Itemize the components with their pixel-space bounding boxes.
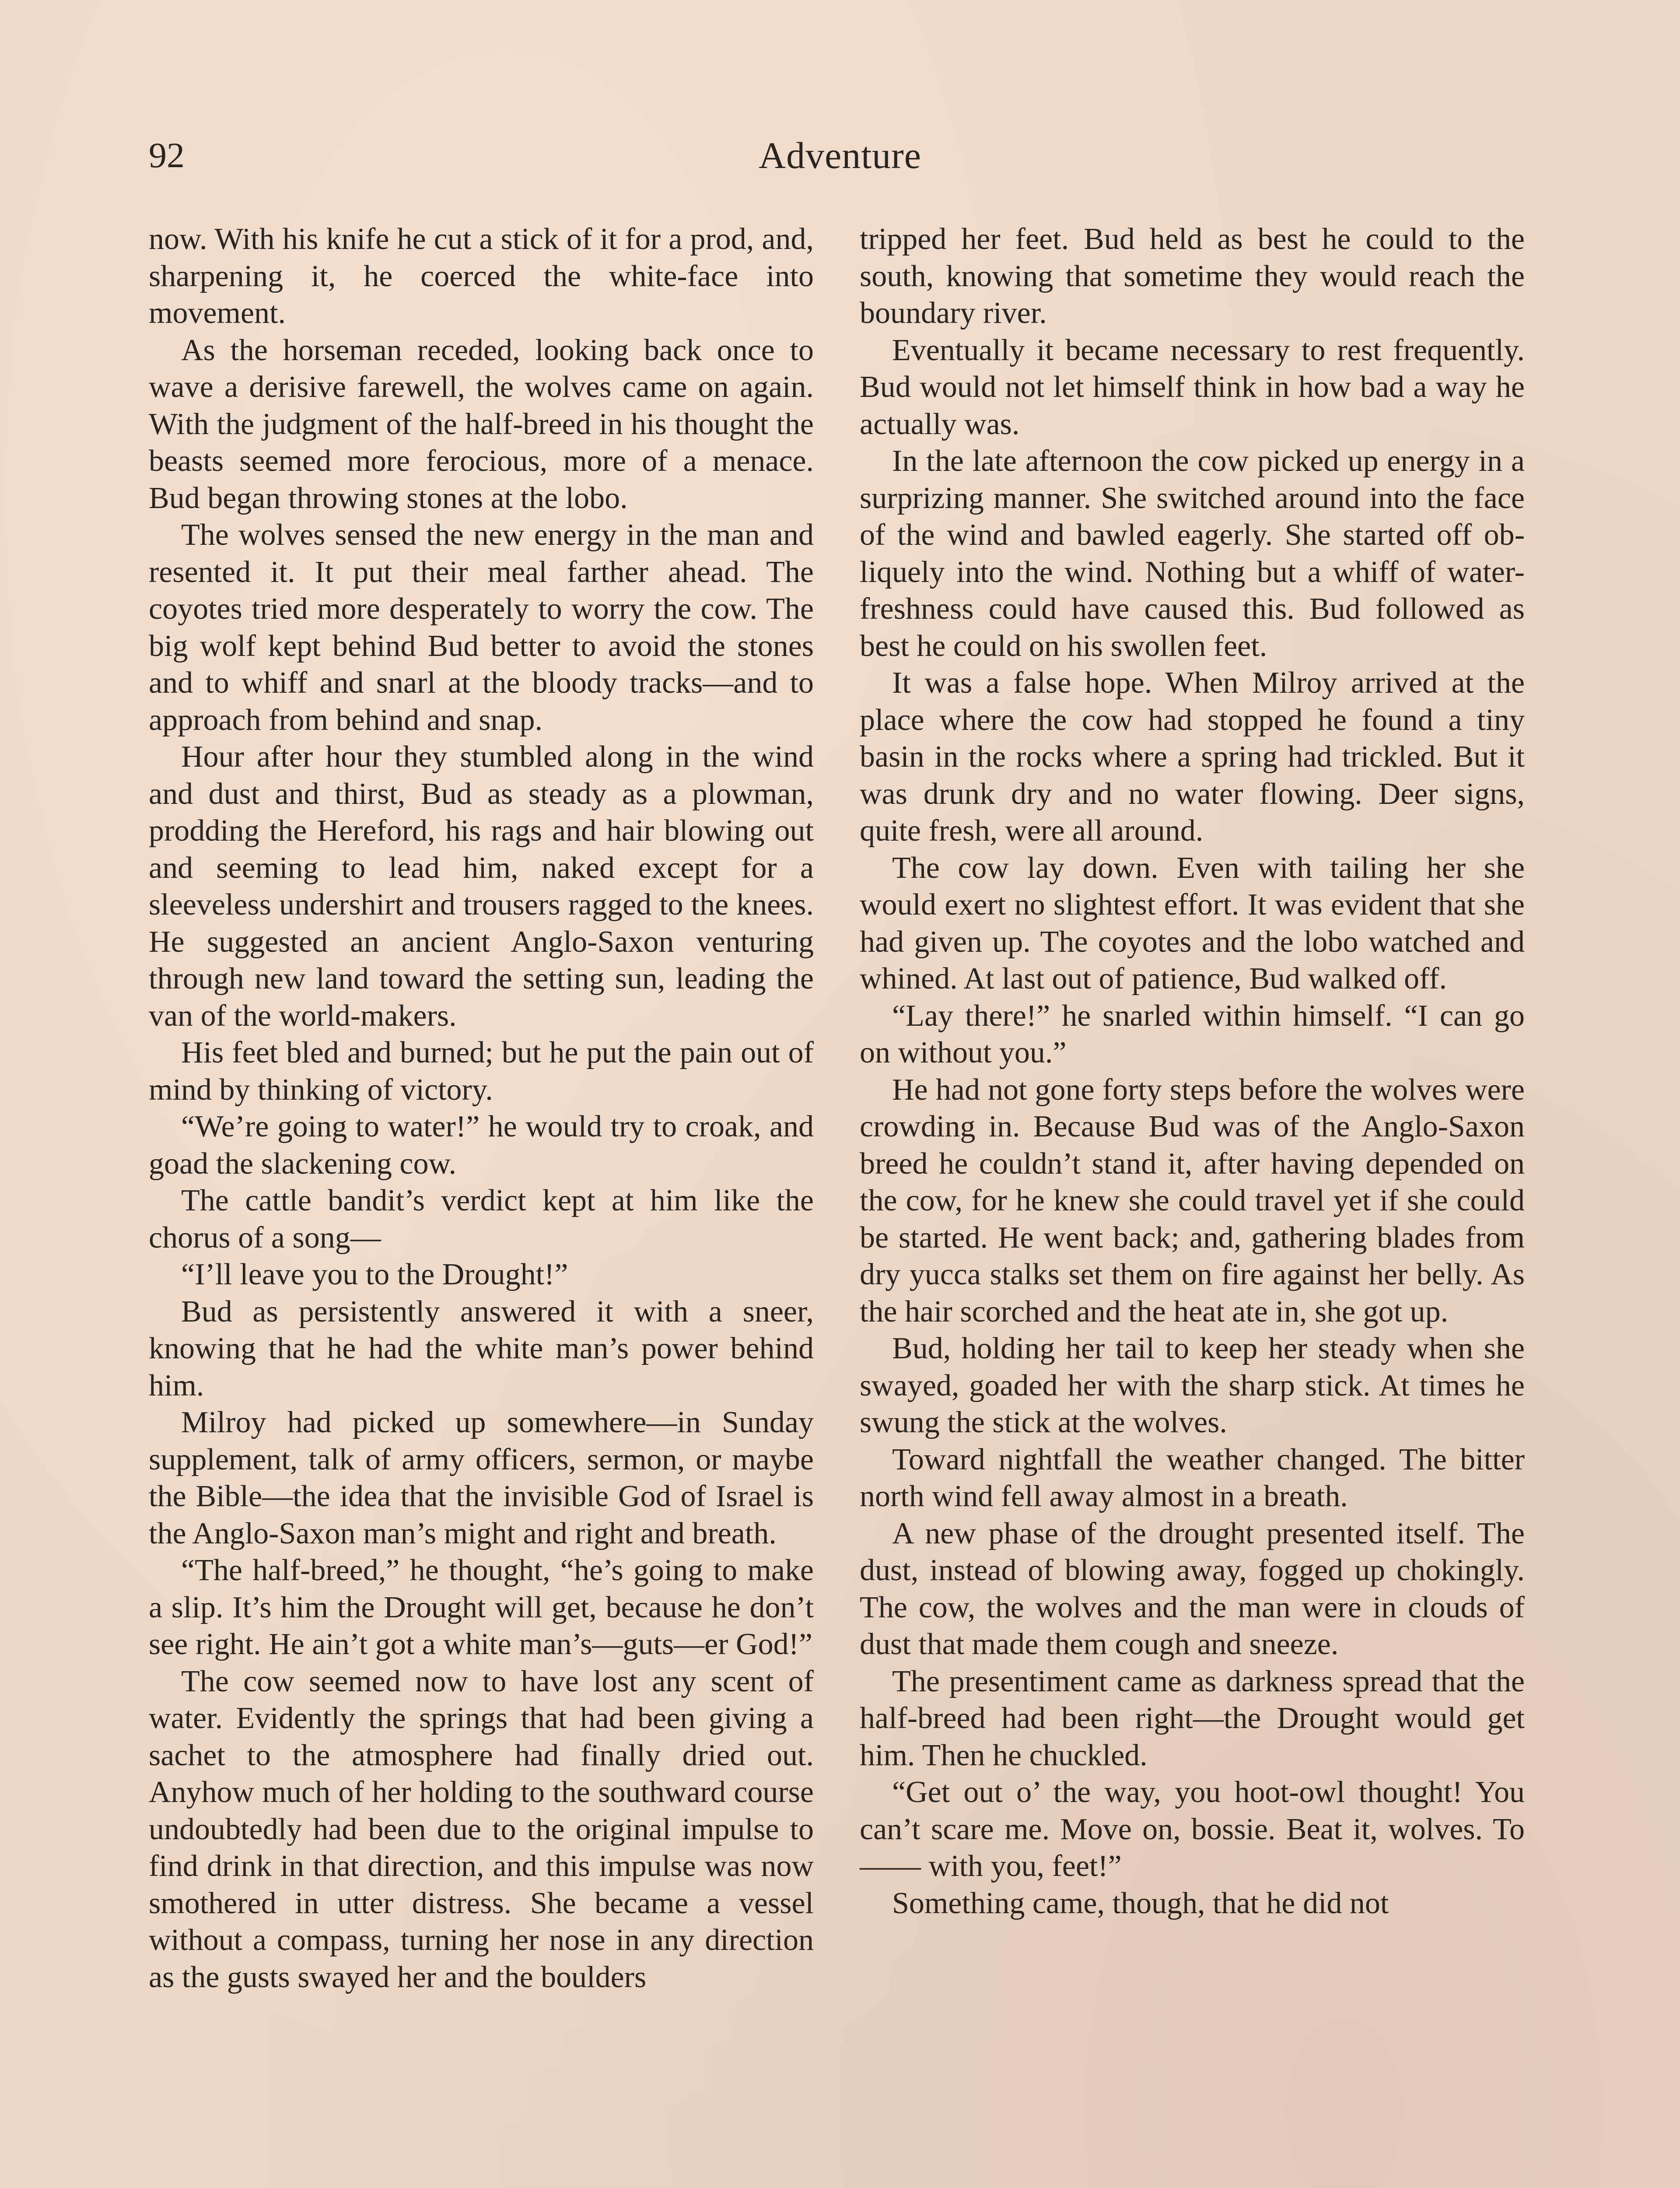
paragraph: Toward nightfall the weather changed. The bitter north wind fell away almost in a breath.	[860, 1442, 1525, 1513]
paragraph: “We’re going to water!” he would try to croak, and goad the slackening cow.	[149, 1110, 814, 1181]
paragraph: tripped her feet. Bud held as best he could to the south, knowing that sometime they would reach the boundary river.	[860, 222, 1525, 330]
running-head: Adventure	[759, 134, 921, 176]
left-column	[149, 221, 814, 1996]
paragraph: His feet bled and burned; but he put the pain out of mind by thinking of victory.	[149, 1036, 814, 1107]
page-header	[149, 131, 1531, 179]
paragraph: The wolves sensed the new energy in the man and resented it. It put their meal farther ahead. The coyotes tried more desperately to worry the cow. The big wolf kept behind Bud better to avoid the stones and to whiff and snarl at the bloody tracks—and to approach from behind and snap.	[149, 518, 814, 737]
paragraph: Something came, though, that he did not	[892, 1886, 1389, 1920]
paragraph: Eventually it became necessary to rest frequently. Bud would not let himself think in how bad a way he actually was.	[860, 333, 1525, 441]
paragraph: It was a false hope. When Milroy arrived at the place where the cow had stopped he found a tiny basin in the rocks where a spring had trickled. But it was drunk dry and no water flowing. Deer signs, quite fresh, were all around.	[860, 666, 1525, 848]
right-column	[860, 221, 1525, 1922]
paragraph: “I’ll leave you to the Drought!”	[181, 1258, 568, 1291]
paragraph: Hour after hour they stumbled along in the wind and dust and thirst, Bud as steady as a plowman, prodding the Hereford, his rags and hair blowing out and seeming to lead him, naked except for a sleeveless undershirt and trousers ragged to the knees. He suggested an ancient Anglo-Saxon venturing through new land toward the setting sun, leading the van of the world-makers.	[149, 740, 814, 1033]
paragraph: “Lay there!” he snarled within himself. “I can go on without you.”	[860, 999, 1525, 1069]
paragraph: He had not gone forty steps before the wolves were crowding in. Because Bud was of the Anglo-Saxon breed he couldn’t stand it, after having depended on the cow, for he knew she could travel yet if she could be started. He went back; and, gathering blades from dry yucca stalks set them on fire against her belly. As the hair scorched and the heat ate in, she got up.	[860, 1073, 1525, 1329]
paragraph: “The half-breed,” he thought, “he’s going to make a slip. It’s him the Drought will get, because he don’t see right. He ain’t got a white man’s—guts—er God!”	[149, 1553, 814, 1661]
paragraph: A new phase of the drought presented itself. The dust, instead of blowing away, fogged up chokingly. The cow, the wolves and the man were in clouds of dust that made them cough and sneeze.	[860, 1516, 1525, 1661]
page-number: 92	[149, 135, 185, 175]
paragraph: “Get out o’ the way, you hoot-owl thought! You can’t scare me. Move on, bossie. Beat it, wolves. To —— with you, feet!”	[860, 1775, 1525, 1883]
paragraph: Milroy had picked up somewhere—in Sunday supplement, talk of army officers, sermon, or maybe the Bible—the idea that the invisible God of Israel is the Anglo-Saxon man’s might and right and breath.	[149, 1406, 814, 1550]
paragraph: now. With his knife he cut a stick of it for a prod, and, sharpening it, he coerced the white-face into movement.	[149, 222, 814, 330]
paragraph: The cattle bandit’s verdict kept at him like the chorus of a song—	[149, 1184, 814, 1255]
paragraph: The cow seemed now to have lost any scent of water. Evidently the springs that had been giving a sachet to the atmosphere had finally dried out. Anyhow much of her holding to the southward course undoubtedly had been due to the original impulse to find drink in that direction, and this impulse was now smothered in utter distress. She became a vessel without a compass, turning her nose in any direction as the gusts swayed her and the boulders	[149, 1664, 814, 1994]
paragraph: Bud, holding her tail to keep her steady when she swayed, goaded her with the sharp stick. At times he swung the stick at the wolves.	[860, 1332, 1525, 1439]
paragraph: The presentiment came as darkness spread that the half-breed had been right—the Drought would get him. Then he chuckled.	[860, 1664, 1525, 1772]
paragraph: Bud as persistently answered it with a sneer, knowing that he had the white man’s power behind him.	[149, 1294, 814, 1403]
paragraph: As the horseman receded, looking back once to wave a derisive farewell, the wolves came on again. With the judgment of the half-breed in his thought the beasts seemed more ferocious, more of a menace. Bud began throwing stones at the lobo.	[149, 333, 814, 515]
paragraph: The cow lay down. Even with tailing her she would exert no slightest effort. It was evident that she had given up. The coyotes and the lobo watched and whined. At last out of patience, Bud walked off.	[860, 851, 1525, 996]
paragraph: In the late afternoon the cow picked up energy in a surprizing manner. She switched around into the face of the wind and bawled eagerly. She started off obliquely into the wind. Nothing but a whiff of water-freshness could have caused this. Bud followed as best he could on his swollen feet.	[860, 444, 1525, 663]
